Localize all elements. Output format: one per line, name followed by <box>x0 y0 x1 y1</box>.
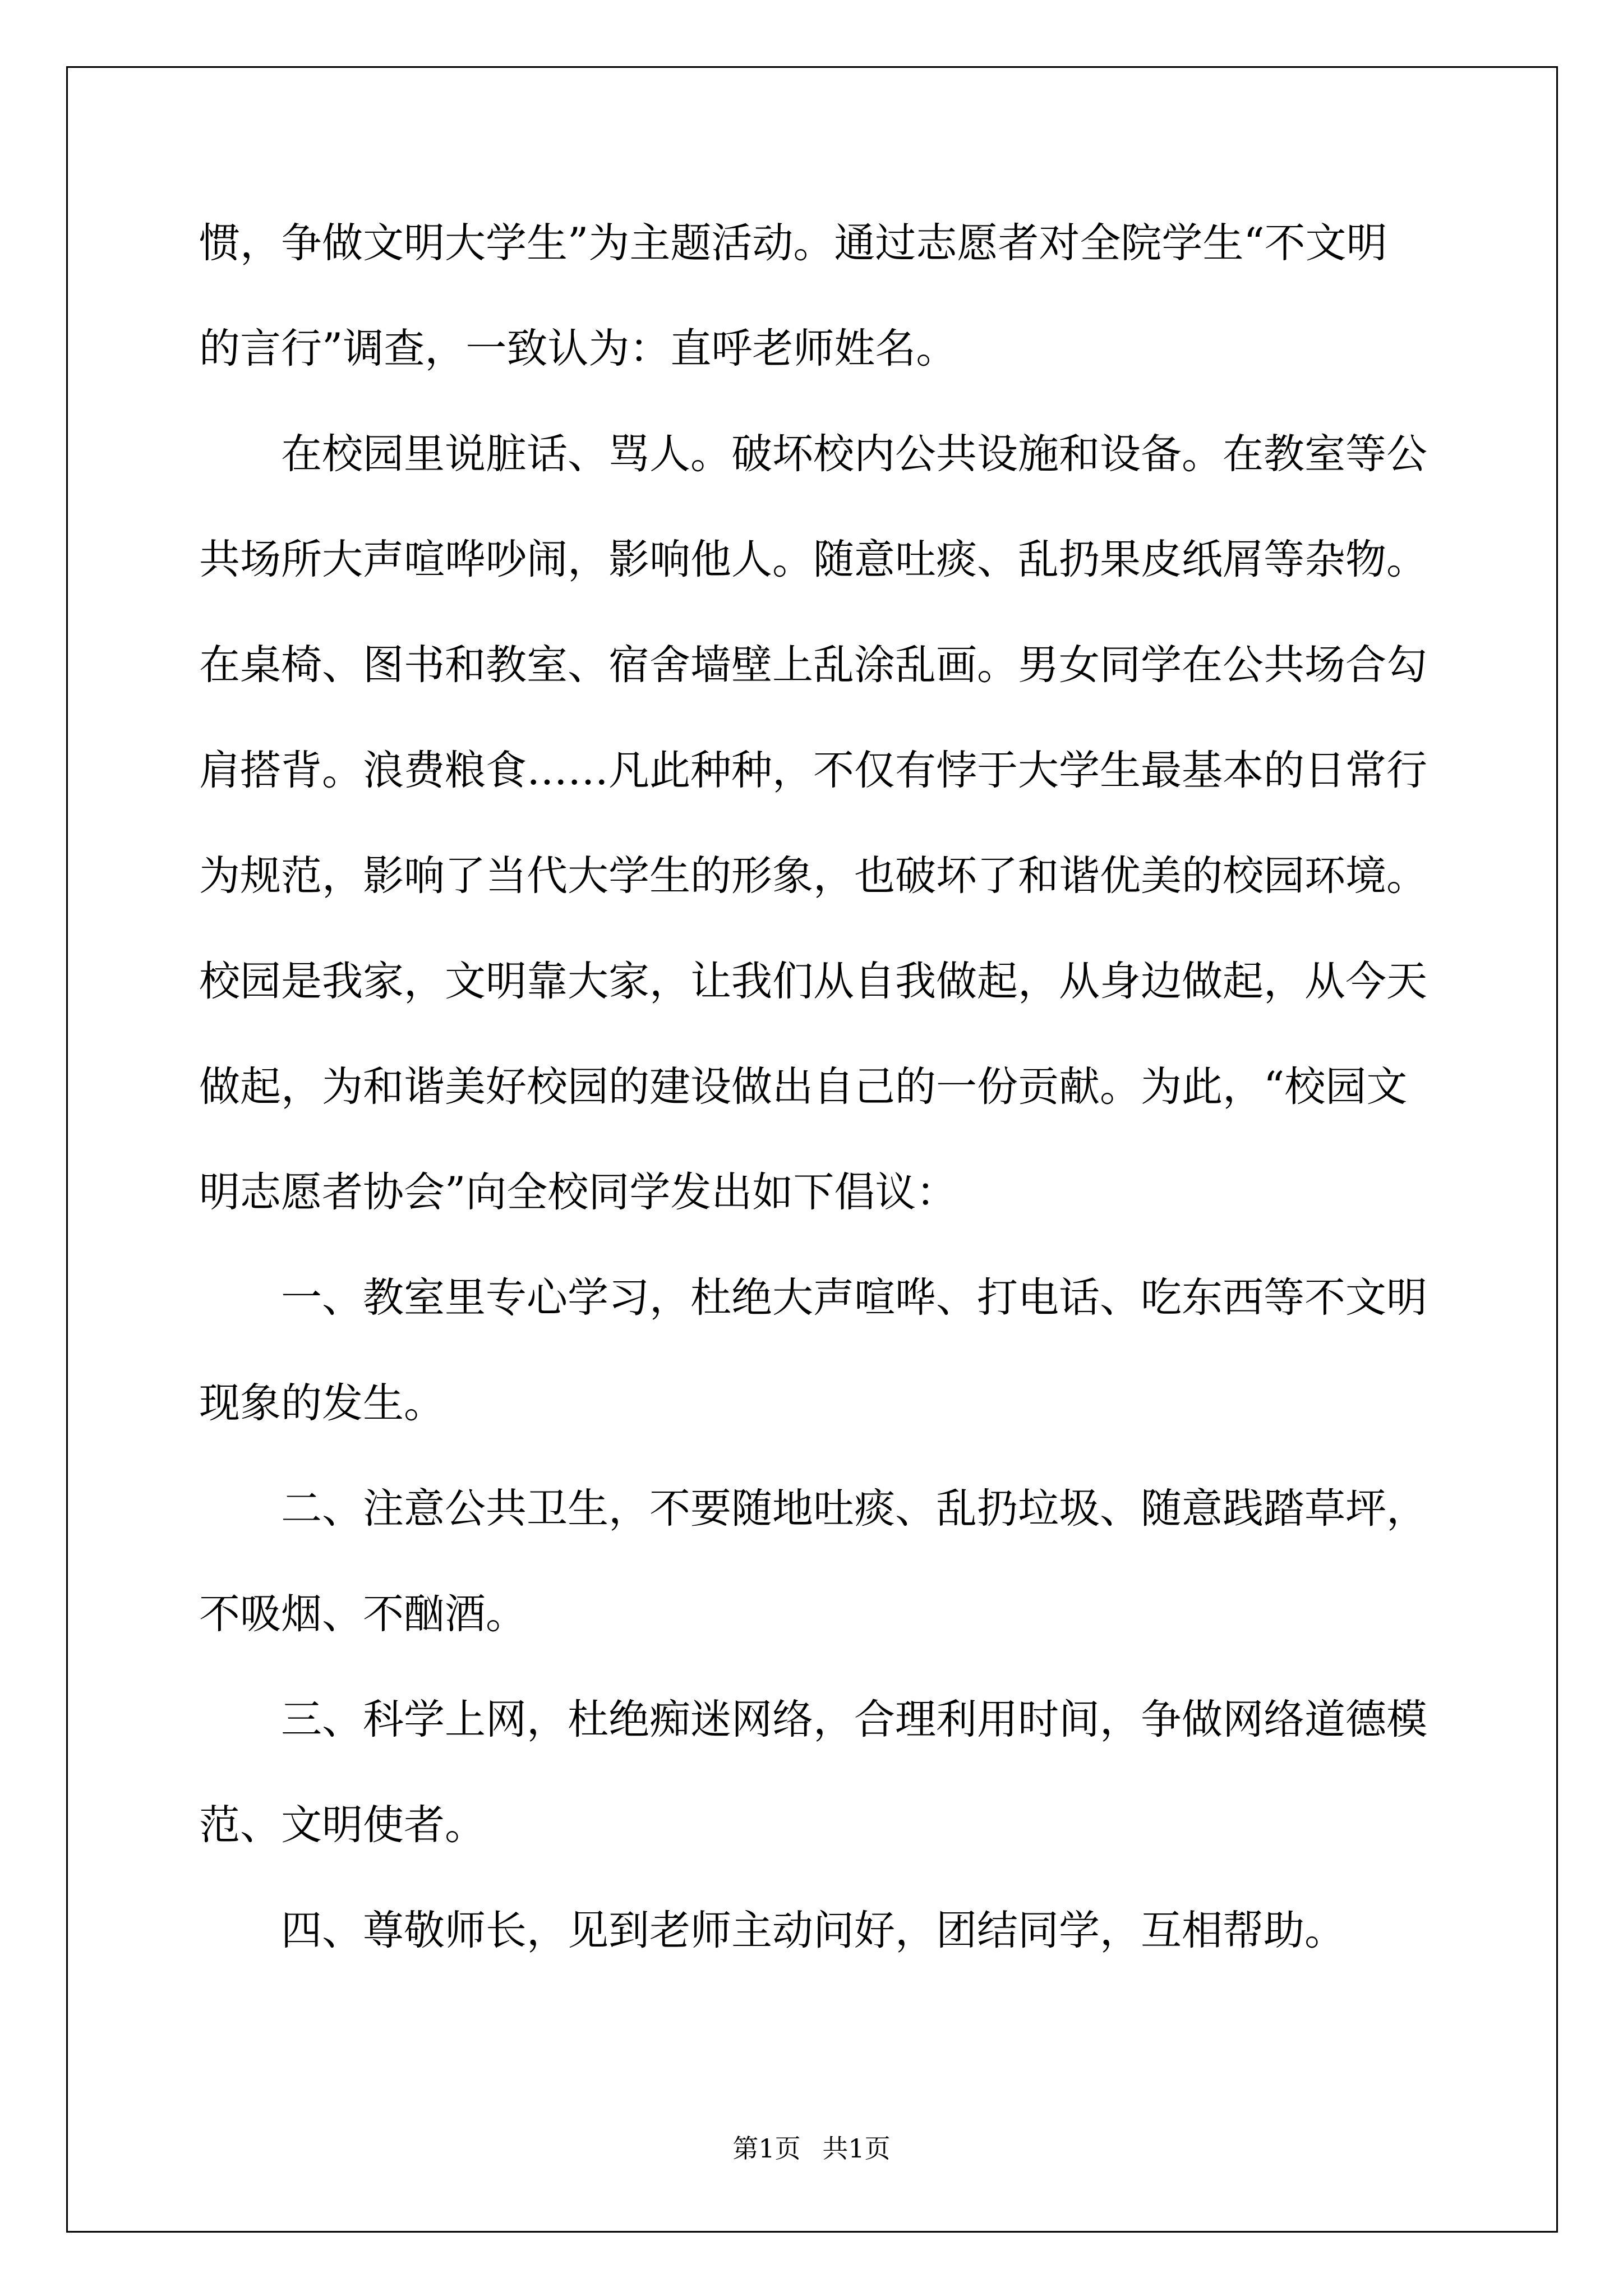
page-total: 共1页 <box>822 2133 891 2164</box>
text-line: 明志愿者协会”向全校同学发出如下倡议： <box>199 1168 957 1216</box>
text-line: 在桌椅、图书和教室、宿舍墙壁上乱涂乱画。男女同学在公共场合勾 <box>199 641 1427 689</box>
text-line: 共场所大声喧哗吵闹，影响他人。随意吐痰、乱扔果皮纸屑等杂物。 <box>199 536 1427 583</box>
text-line: 现象的发生。 <box>199 1379 445 1427</box>
proposal-item-4: 四、尊敬师长，见到老师主动问好，团结同学，互相帮助。 <box>199 1907 1345 1954</box>
text-line: 肩搭背。浪费粮食……凡此种种，不仅有悖于大学生最基本的日常行 <box>199 747 1427 794</box>
paragraph-start-line: 在校园里说脏话、骂人。破坏校内公共设施和设备。在教室等公 <box>199 430 1427 478</box>
text-line: 做起，为和谐美好校园的建设做出自己的一份贡献。为此，“校园文 <box>199 1063 1408 1111</box>
text-line: 惯，争做文明大学生”为主题活动。通过志愿者对全院学生“不文明 <box>199 219 1387 267</box>
text-line: 范、文明使者。 <box>199 1801 486 1849</box>
text-line: 校园是我家，文明靠大家，让我们从自我做起，从身边做起，从今天 <box>199 958 1427 1005</box>
page-footer <box>0 2132 1623 2165</box>
proposal-item-2: 二、注意公共卫生，不要随地吐痰、乱扔垃圾、随意践踏草坪， <box>199 1485 1427 1533</box>
text-line: 为规范，影响了当代大学生的形象，也破坏了和谐优美的校园环境。 <box>199 852 1427 900</box>
page-number: 第1页 <box>732 2133 801 2164</box>
proposal-item-3: 三、科学上网，杜绝痴迷网络，合理利用时间，争做网络道德模 <box>199 1696 1427 1743</box>
proposal-item-1: 一、教室里专心学习，杜绝大声喧哗、打电话、吃东西等不文明 <box>199 1274 1427 1322</box>
text-line: 不吸烟、不酗酒。 <box>199 1590 527 1638</box>
text-line: 的言行”调查，一致认为：直呼老师姓名。 <box>199 325 957 372</box>
